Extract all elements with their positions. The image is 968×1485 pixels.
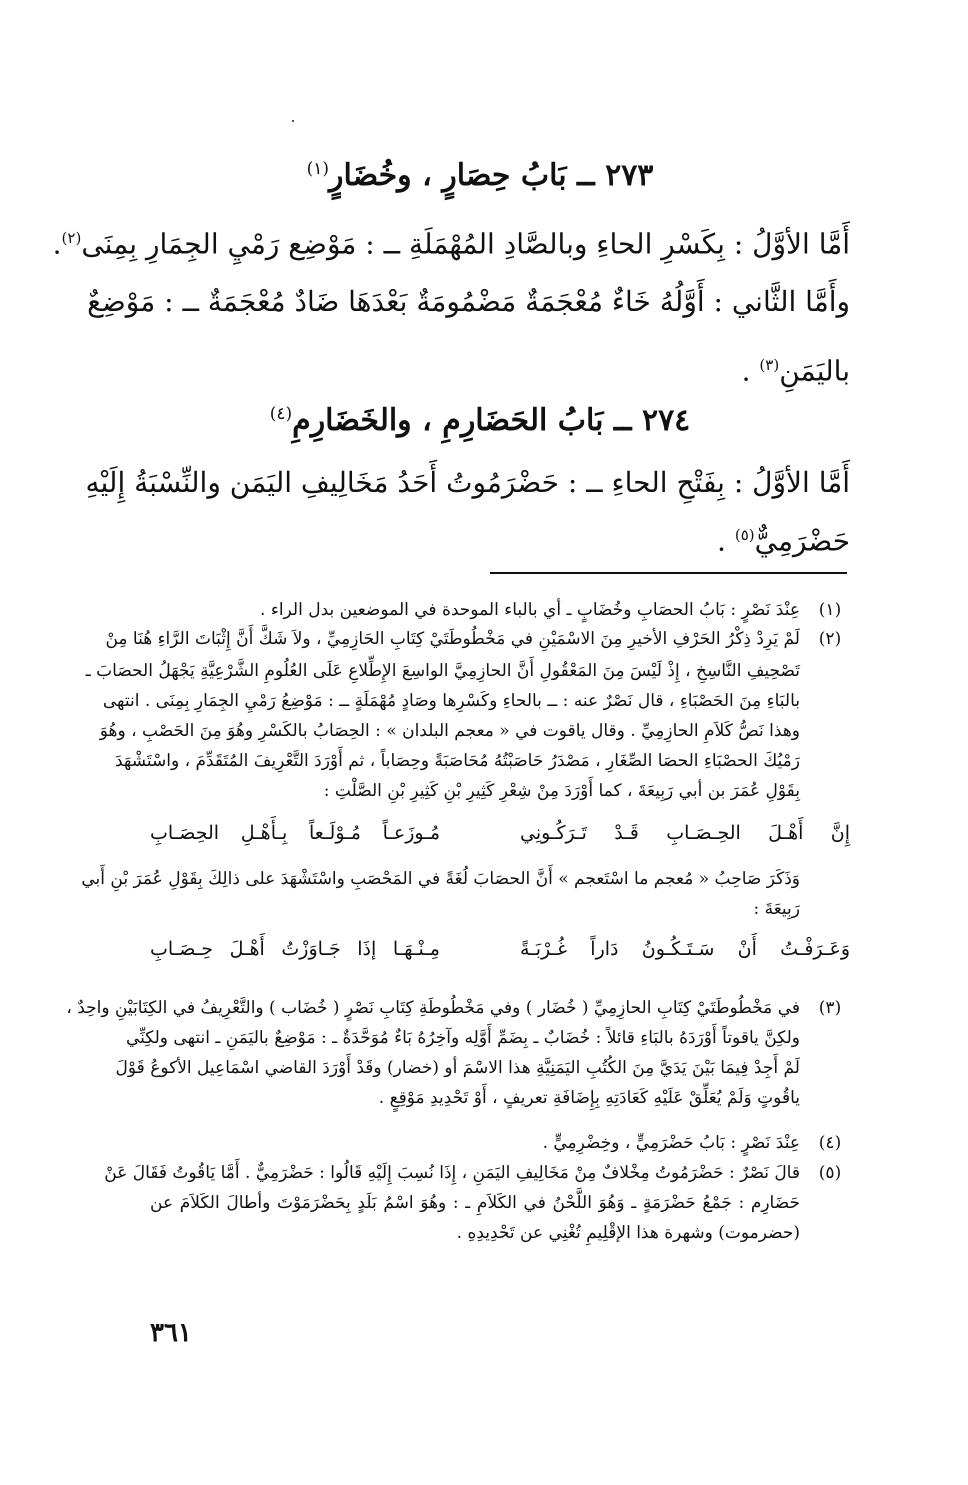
- heading-text: ٢٧٣ ــ بَابُ حِصَارٍ ، وخُضَارٍ: [328, 158, 654, 193]
- verse-second-hemistich: مِـنْـهَـا إذَا جَـاوَزْتُ أَهْـلَ حِـصَـابِ: [150, 938, 440, 960]
- footnote-ref: (١): [306, 159, 329, 179]
- footnote-line: (حضرموت) وشهرة هذا الإقْلِيمِ تُغْنِي عن تَحْدِيدِهِ .: [456, 1223, 800, 1243]
- ink-speck: [292, 120, 294, 122]
- footnote-line: رَبِيعَةَ :: [753, 899, 800, 919]
- poem-verse: [150, 934, 850, 964]
- body-text: أَمَّا الأوَّلُ : بِكَسْرِ الحاءِ وبالصَّادِ المُهْمَلَةِ ــ : مَوْضِع رَمْيِ الجِمَارِ بِمِنَى: [81, 227, 850, 261]
- heading-text: ٢٧٤ ــ بَابُ الحَضَارِمِ ، والخَضَارِمِ: [292, 403, 691, 438]
- body-line: أَمَّا الأوَّلُ : بِفَتْحِ الحاءِ ــ : حَضْرَمُوتُ أَحَدُ مَخَالِيفِ اليَمَن والنِّسْبَةُ إِلَيْهِ: [85, 466, 850, 499]
- footnote-line: في مَخْطُوطَتَيْ كِتَابِ الحازِمِيِّ ( خُضَار ) وفي مَخْطُوطَةِ كِتَابِ نَصْرٍ ( خُضَاب ) والتَّعْرِيفُ في الكِتَابَيْنِ واحِدٌ ،: [66, 998, 800, 1018]
- footnote-number: (٤): [818, 1133, 842, 1153]
- section-heading-274: [150, 403, 810, 438]
- footnote-number: (٣): [818, 998, 842, 1018]
- section-heading-273: [150, 158, 810, 193]
- footnote-separator: [490, 572, 847, 574]
- footnote-line: وَذَكَرَ صَاحِبُ « مُعجم ما اسْتَعجم » أَنَّ الحصَابَ لُغَةً في المَحْصَبِ واسْتَشْهَدَ على ذالِكَ بِقَوْلِ عُمَرَ بْنِ أَبي: [81, 869, 800, 889]
- footnote-line: وهذا نَصُّ كَلاَمِ الحازِمِيِّ . وقال ياقوت في « معجم البلدان » : الحِصَابُ بالكَسْرِ وهُوَ مِنَ الحَصْبِ ، وهُوَ: [99, 721, 800, 741]
- body-text: حَضْرَمِيٌّ: [754, 524, 850, 558]
- footnote-line: ولكِنَّ ياقوتاً أَوْرَدَهُ بالبَاءِ قائلاً : خُضَابٌ ـ بِضَمِّ أَوَّلِه وآخِرُهُ بَاءٌ مُوَحَّدَةٌ ـ : مَوْضِعٌ باليَمَنِ ـ انتهى ولكِنِّي: [125, 1028, 800, 1048]
- footnote-line: بِقَوْلِ عُمَرَ بن أبي رَبِيعَةَ ، كما أَوْرَدَ مِنْ شِعْرِ كَثِيرِ بْنِ كَثِيرِ بْنِ الصَّلْتِ :: [323, 781, 800, 801]
- footnote-line: لَمْ أَجِدْ فِيمَا بَيْنَ يَدَيَّ مِنَ الكُتُبِ اليَمَنِيَّةِ هذا الاسْمَ أو (خضار) وقَدْ أَوْرَدَ القاضي اسْمَاعِيل الأكوعُ قَوْلَ: [115, 1058, 800, 1078]
- footnote-line: لَمْ يَرِدْ ذِكْرُ الحَرْفِ الأخيرِ مِنَ الاسْمَيْنِ في مَخْطُوطَتَيْ كِتَابِ الحَازِمِيِّ ، ولاَ شَكَّ أَنَّ إِثْبَاتَ الرَّاءِ هُنَا مِنْ: [105, 629, 800, 649]
- punctuation: .: [717, 524, 726, 558]
- body-line: [52, 218, 850, 264]
- body-line: وأَمَّا الثَّاني : أَوَّلُهُ خَاءٌ مُعْجَمَةٌ مَضْمُومَةٌ بَعْدَهَا ضَادٌ مُعْجَمَةٌ ــ : مَوْضِعٌ: [87, 285, 850, 318]
- footnote-ref: (٣): [759, 356, 780, 374]
- footnote-line: بالبَاءِ مِنَ الحَصْبَاءِ ، قال نَصْرٌ عنه : ــ بالحاءِ وكَسْرِها وصَادٍ مُهْمَلَةٍ ــ : مَوْضِعُ رَمْيِ الجِمَارِ بِمِنَى . انتهى: [102, 691, 800, 711]
- footnote-number: (٥): [818, 1163, 842, 1183]
- body-line: [140, 515, 850, 561]
- punctuation: .: [52, 227, 62, 261]
- footnote-line: عِنْدَ نَصْرٍ : بَابُ حَضْرَمِيٍّ ، وخِضْرِمِيٍّ .: [542, 1133, 800, 1153]
- footnote-line: حَضَارِم : جَمْعُ حَضْرَمَةٍ ـ وَهُوَ اللَّحْنُ في الكَلاَمِ ـ : وهُوَ اسْمُ بَلَدٍ بِحَضْرَمَوْتَ وأطالَ الكَلاَمَ عن: [150, 1193, 800, 1213]
- footnote-number: (١): [818, 600, 842, 620]
- footnote-line: عِنْدَ نَصْرٍ : بَابُ الحصَابِ وخُضَابٍ ـ أي بالباء الموحدة في الموضعين بدل الراء .: [260, 600, 800, 620]
- verse-first-hemistich: وَعَـرَفْـتُ أَنْ سَـتَـكُـونُ دَاراً غُـرْبَـةً: [520, 938, 850, 960]
- footnote-number: (٢): [818, 629, 842, 649]
- body-line: [140, 345, 850, 391]
- footnote-ref: (٢): [61, 229, 82, 247]
- footnote-line: ياقُوتٍ وَلَمْ يُعَلِّقْ عَلَيْهِ كَعَادَتِهِ بِإِضَافَةِ تعريفٍ ، أَوْ تَحْدِيدِ مَوْقِعٍ .: [378, 1088, 800, 1108]
- footnote-line: رَمْيُكَ الحصْبَاءِ الحصَا الصِّغَارِ ، مَصْدَرُ حَاصَبْتُهُ مُحَاصَبَةً وحِصَاباً ، ثم أَوْرَدَ التَّعْرِيفَ المُتَقَدِّمَ ، واسْتَشْهَدَ: [114, 751, 800, 771]
- footnote-ref: (٥): [734, 526, 755, 544]
- footnote-line: تَصْحِيفِ النَّاسِخِ ، إِذْ لَيْسَ مِنَ المَعْقُولِ أَنَّ الحازِمِيَّ الواسِعَ الإِطِّلاعِ عَلَى العُلُومِ الشَّرْعِيَّةِ يَجْهَلُ الحصَابَ ـ: [85, 661, 800, 681]
- footnote-ref: (٤): [269, 404, 293, 424]
- page-number: ٣٦١: [150, 1318, 192, 1348]
- body-text: باليَمَنِ: [779, 354, 850, 388]
- punctuation: .: [741, 354, 751, 388]
- poem-verse: [150, 818, 850, 848]
- footnote-line: قالَ نَصْرٌ : حَضْرَمُوتُ مِخْلافٌ مِنْ مَخَالِيفِ اليَمَنِ ، إِذَا نُسِبَ إِلَيْهِ قَالُوا : حَضْرَمِيٌّ . أَمَّا يَاقُوتُ فَقَالَ عَنْ: [104, 1163, 800, 1183]
- verse-first-hemistich: إِنَّ أَهْـلَ الحِـصَـابِ قَـدْ تَـرَكُـونِي: [520, 822, 850, 844]
- verse-second-hemistich: مُـوزَعـاً مُـوْلَـعاً بِـأَهْـلِ الحِصَـابِ: [150, 822, 440, 844]
